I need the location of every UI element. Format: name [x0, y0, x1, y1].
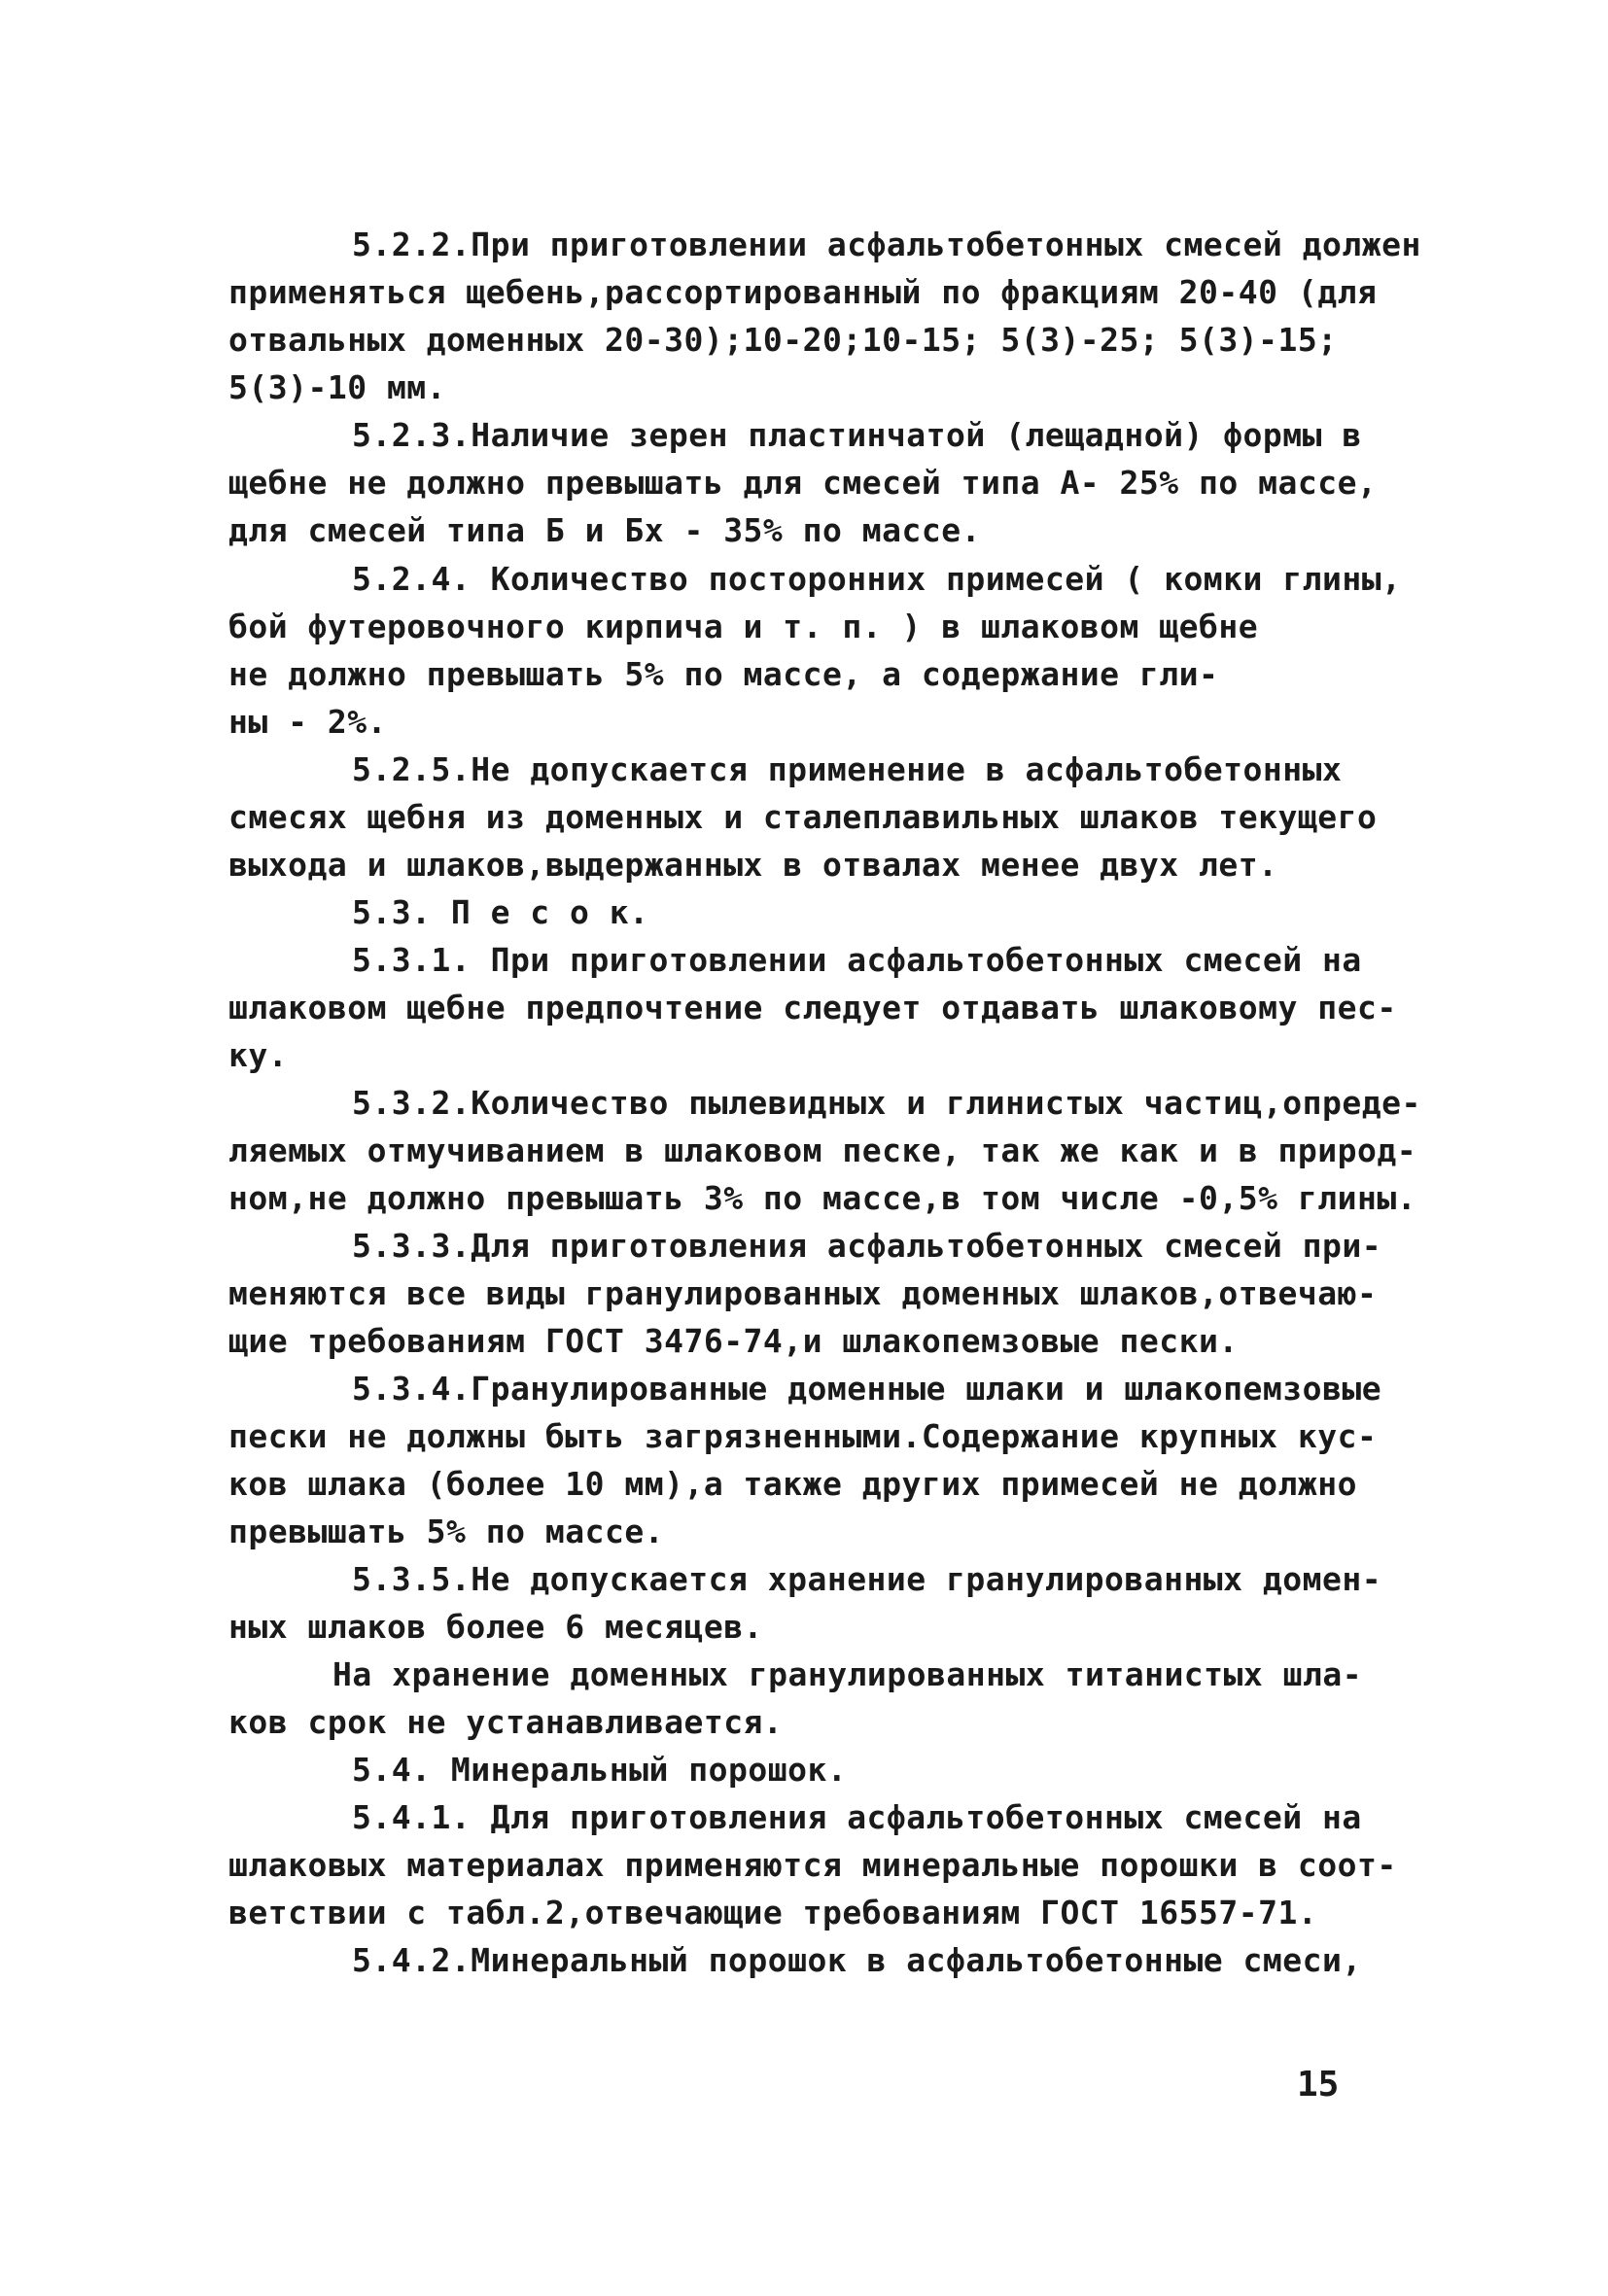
text-line: 5.4.2.Минеральный порошок в асфальтобетонные смеси,	[352, 1941, 1362, 1979]
text-line: 5.3.5.Не допускается хранение гранулированных домен-	[352, 1560, 1382, 1598]
text-line: 5.3.4.Гранулированные доменные шлаки и шлакопемзовые	[352, 1370, 1382, 1408]
text-line: не должно превышать 5% по массе, а содержание гли-	[228, 655, 1219, 693]
text-line: 5.4.1. Для приготовления асфальтобетонных смесей на	[352, 1798, 1362, 1836]
text-line: 5.3.1. При приготовлении асфальтобетонных смесей на	[352, 941, 1362, 979]
text-line: применяться щебень,рассортированный по фракциям 20-40 (для	[228, 273, 1378, 311]
text-line: 5.3.2.Количество пылевидных и глинистых частиц,опреде-	[352, 1084, 1421, 1122]
text-line: ных шлаков более 6 месяцев.	[228, 1608, 763, 1646]
text-line: На хранение доменных гранулированных титанистых шла-	[332, 1655, 1363, 1693]
text-line: 5.2.2.При приготовлении асфальтобетонных смесей должен	[352, 226, 1421, 263]
text-line: щие требованиям ГОСТ 3476-74,и шлакопемзовые пески.	[228, 1322, 1239, 1360]
text-line: шлаковых материалах применяются минеральные порошки в соот-	[228, 1846, 1397, 1884]
text-line: ветствии с табл.2,отвечающие требованиям ГОСТ 16557-71.	[228, 1894, 1318, 1931]
text-line: 5.2.4. Количество посторонних примесей ( комки глины,	[352, 560, 1402, 598]
page-number: 15	[1297, 2065, 1340, 2105]
text-line: 5(3)-10 мм.	[228, 368, 447, 406]
text-line: 5.3.3.Для приготовления асфальтобетонных смесей при-	[352, 1227, 1382, 1265]
text-line: ны - 2%.	[228, 703, 387, 741]
text-line: 5.2.3.Наличие зерен пластинчатой (лещадной) формы в	[352, 416, 1362, 454]
text-line: превышать 5% по массе.	[228, 1513, 665, 1550]
text-line: меняются все виды гранулированных доменных шлаков,отвечаю-	[228, 1274, 1378, 1312]
text-line: отвальных доменных 20-30);10-20;10-15; 5(3)-25; 5(3)-15;	[228, 321, 1338, 359]
text-line: ков шлака (более 10 мм),а также других примесей не должно	[228, 1465, 1357, 1503]
text-line: смесях щебня из доменных и сталеплавильных шлаков текущего	[228, 798, 1378, 836]
text-line: ков срок не устанавливается.	[228, 1703, 784, 1741]
text-line: ляемых отмучиванием в шлаковом песке, так же как и в природ-	[228, 1131, 1417, 1169]
text-line: 5.2.5.Не допускается применение в асфальтобетонных	[352, 750, 1343, 788]
section-heading: 5.3. П е с о к.	[352, 893, 649, 931]
text-line: щебне не должно превышать для смесей типа А- 25% по массе,	[228, 464, 1378, 502]
section-heading: 5.4. Минеральный порошок.	[352, 1751, 848, 1789]
text-line: шлаковом щебне предпочтение следует отдавать шлаковому пес-	[228, 989, 1397, 1026]
text-line: бой футеровочного кирпича и т. п. ) в шлаковом щебне	[228, 608, 1259, 645]
text-line: для смесей типа Б и Бх - 35% по массе.	[228, 511, 981, 549]
text-line: ку.	[228, 1036, 289, 1074]
text-line: выхода и шлаков,выдержанных в отвалах менее двух лет.	[228, 846, 1278, 884]
text-line: ном,не должно превышать 3% по массе,в том числе -0,5% глины.	[228, 1179, 1417, 1217]
text-line: пески не должны быть загрязненными.Содержание крупных кус-	[228, 1417, 1378, 1455]
